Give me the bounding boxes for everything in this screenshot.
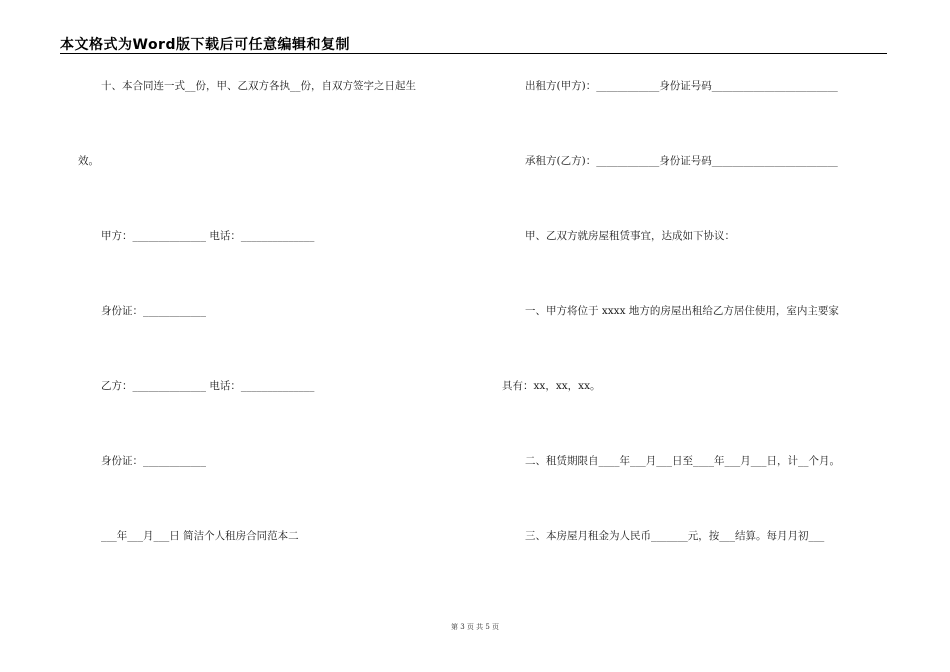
clause-10-line-1: 十、本合同连一式__份，甲、乙双方各执__份，自双方签字之日起生 (101, 80, 416, 92)
clause-1-line-1: 一、甲方将位于 xxxx 地方的房屋出租给乙方居住使用，室内主要家 (525, 305, 839, 317)
header-rule (60, 53, 887, 54)
clause-3-line: 三、本房屋月租金为人民币_______元，按___结算。每月月初___ (525, 530, 825, 542)
party-b-id-line: 身份证：____________ (101, 455, 206, 467)
page-number: 第 3 页 共 5 页 (450, 623, 500, 631)
document-header: 本文格式为Word版下载后可任意编辑和复制 (60, 37, 350, 53)
clause-10-line-2: 效。 (78, 155, 99, 167)
party-a-line: 甲方：______________ 电话：______________ (101, 230, 315, 242)
date-and-title-line: ___年___月___日 简洁个人租房合同范本二 (101, 530, 299, 542)
party-b-line: 乙方：______________ 电话：______________ (101, 380, 315, 392)
party-a-id-line: 身份证：____________ (101, 305, 206, 317)
agreement-intro: 甲、乙双方就房屋租赁事宜，达成如下协议： (525, 230, 735, 242)
lessee-line: 承租方(乙方)：____________身份证号码________________________ (525, 155, 838, 167)
clause-1-line-2: 具有：xx，xx，xx。 (502, 380, 601, 392)
clause-2-line: 二、租赁期限自____年___月___日至____年___月___日，计__个月。 (525, 455, 840, 467)
lessor-line: 出租方(甲方)：____________身份证号码________________________ (525, 80, 838, 92)
